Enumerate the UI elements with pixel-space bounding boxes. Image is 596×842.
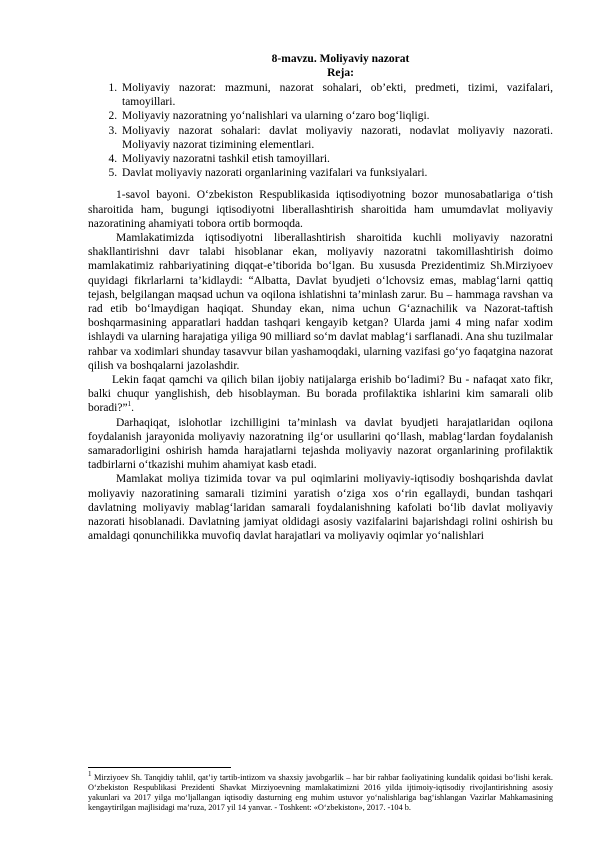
paragraph-end: .: [131, 402, 134, 415]
footnote-divider: [88, 767, 231, 768]
plan-list: [88, 81, 553, 180]
footnote-marker: 1: [88, 770, 92, 779]
paragraph-text: Lekin faqat qamchi va qilich bilan ijobiy natijalarga erishib bo‘ladimi? Bu - nafaqat xato fikr, balki chuqur yanglishish, deb hisoblayman. Bu borada profilaktika ishlarini kim samarali olib boradi?”: [88, 374, 553, 415]
plan-item: 3. Moliyaviy nazorat sohalari: davlat moliyaviy nazorati, nodavlat moliyaviy nazorati. Moliyaviy nazorat tizimining elementlari.: [120, 124, 553, 152]
paragraph: Mamlakatimizda iqtisodiyotni liberallashtirish sharoitida kuchli moliyaviy nazoratni shakllantirishni davr talabi hisoblanar ekan, moliyaviy nazoratni takomillashtirish doimo mamlakatimiz rahbariyatining diqqat-e’tiborida bo‘lgan. Bu xususda Prezidentimiz Sh.Mirziyoev quyidagi fikrlarlarni ta’kidlaydi: “Albatta, Davlat byudjeti o‘lchovsiz emas, mablag‘larni qattiq tejash, belgilangan maqsad uchun va oqilona ishlatishni ta’minlash zarur. Bu – hammaga ravshan va rad etib bo‘lmaydigan haqiqat. Shunday ekan, nima uchun G‘aznachilik va Nazorat-taftish boshqarmasining apparatlari haddan tashqari kengayib ketgan? Ularda jami 4 ming nafar xodim ishlaydi va ularning harajatiga yiliga 90 milliard so‘m davlat mablag‘i sarflanadi. Ana shu tuzilmalar rahbar va xodimlari shunday tasavvur bilan yashamoqdaki, ularning vazifasi go‘yo faqatgina nazorat qilish va boshqalarni jazolashdir.: [88, 232, 553, 372]
paragraph: Mamlakat moliya tizimida tovar va pul oqimlarini moliyaviy-iqtisodiy boshqarishda davlat moliyaviy nazoratining samarali tizimini yaratish o‘ziga xos o‘rin egallaydi, bundan tashqari davlatning moliyaviy mablag‘laridan samarali foydalanishning kafolati bo‘lib davlat moliyaviy nazorati hisoblanadi. Davlatning jamiyat oldidagi asosiy vazifalarini bajarishdagi rolini oshirish bu amaldagi qonunchilikka muvofiq davlat harajatlari va moliyaviy oqimlar yo‘nalishlari: [88, 473, 553, 543]
footnote-reference[interactable]: 1: [127, 400, 132, 409]
plan-item: 4. Moliyaviy nazoratni tashkil etish tamoyillari.: [120, 152, 553, 166]
document-page: [88, 52, 553, 544]
plan-heading: Reja:: [327, 67, 354, 79]
plan-item: 5. Davlat moliyaviy nazorati organlarining vazifalari va funksiyalari.: [120, 166, 553, 180]
paragraph: Darhaqiqat, islohotlar izchilligini ta’minlash va davlat byudjeti harajatlaridan oqilona foydalanish jarayonida moliyaviy nazoratning ilg‘or usullarini qo‘llash, mablag‘lardan foydalanish samaradorligini oshirish hamda harajatlarni tejashda moliyaviy nazorat organlarining profilaktik tadbirlarni o‘tkazishi muhim ahamiyat kasb etadi.: [88, 416, 553, 472]
page-title: 8-mavzu. Moliyaviy nazorat: [271, 53, 410, 65]
paragraph: 1-savol bayoni. O‘zbekiston Respublikasida iqtisodiyotning bozor munosabatlariga o‘tish sharoitida ham, bugungi iqtisodiyotni liberallashtirish sharoitida ham umumdavlat moliyaviy nazoratining ahamiyati tobora ortib bormoqda.: [88, 189, 553, 230]
footnote: [88, 770, 553, 813]
plan-item: 1. Moliyaviy nazorat: mazmuni, nazorat sohalari, ob’ekti, predmeti, tizimi, vazifalari, tamoyillari.: [120, 81, 553, 109]
plan-item: 2. Moliyaviy nazoratning yo‘nalishlari va ularning o‘zaro bog‘liqligi.: [120, 109, 553, 123]
paragraph-with-footnote: [88, 373, 553, 416]
footnote-text: Mirziyoev Sh. Tanqidiy tahlil, qat’iy tartib-intizom va shaxsiy javobgarlik – har bir rahbar faoliyatining kundalik qoidasi bo‘lishi kerak. O‘zbekiston Respublikasi Prezidenti Shavkat Mirziyoevning mamlakatimizni 2016 yilda ijtimoiy-iqtisodiy rivojlantirishning asosiy yakunlari va 2017 yilga mo‘ljallangan iqtisodiy dasturning eng muhim ustuvor yo‘nalishlariga bag‘ishlangan Vazirlar Mahkamasining kengaytirilgan majlisidagi ma’ruza, 2017 yil 14 yanvar. - Toshkent: «O‘zbekiston», 2017. -104 b.: [88, 773, 553, 812]
